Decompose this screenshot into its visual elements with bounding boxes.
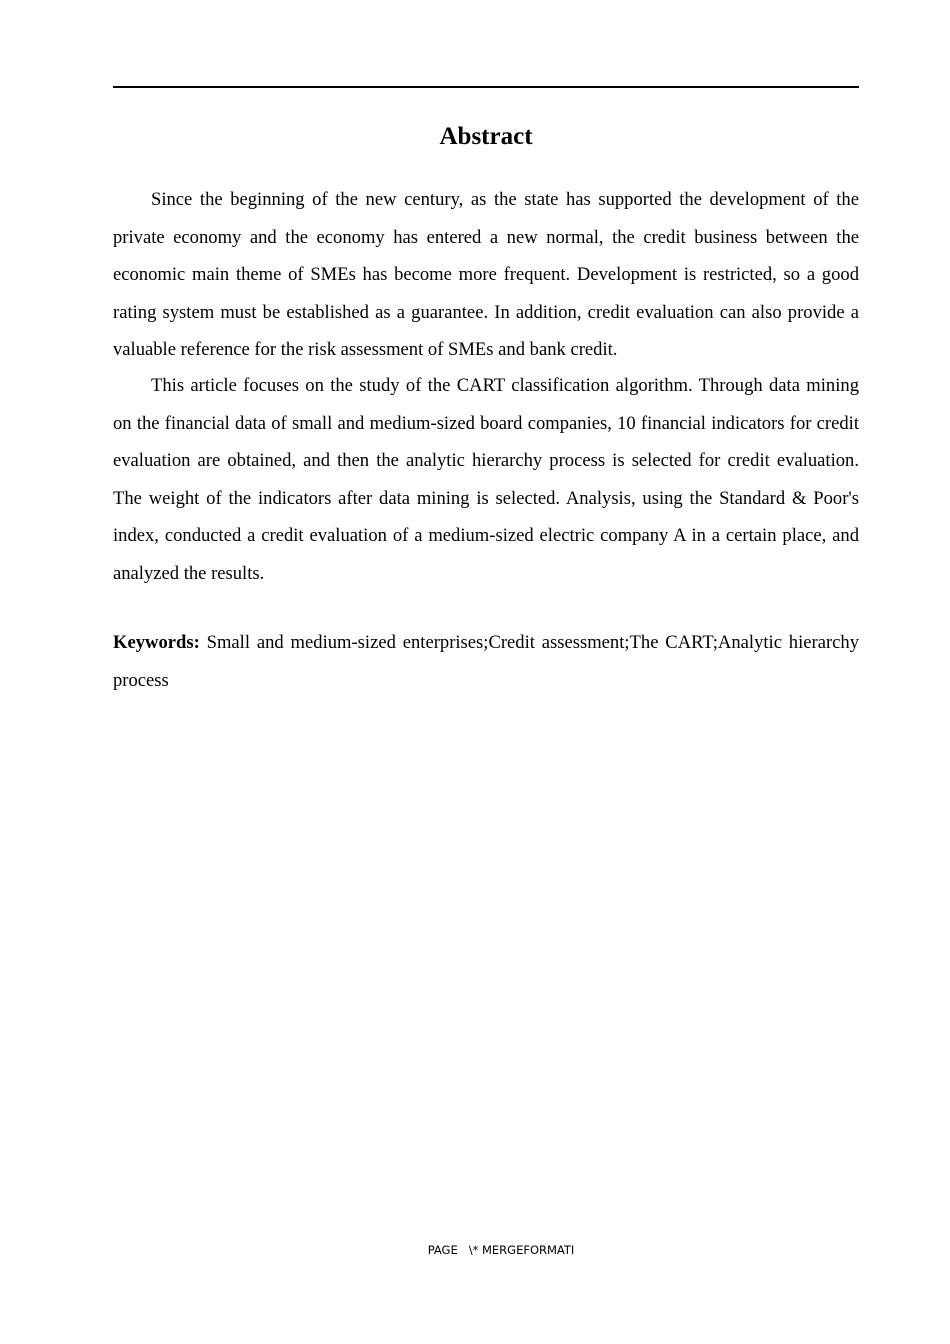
keywords-label: Keywords: [113,632,200,653]
keywords-text: Small and medium-sized enterprises;Credit assessment;The CART;Analytic hierarchy process [113,632,859,691]
page-number-field: PAGE \* MERGEFORMATI [427,1243,575,1257]
abstract-paragraph-2: This article focuses on the study of the CART classification algorithm. Through data mining on the financial data of small and medium-sized board companies, 10 financial indicators for credit evaluation are obtained, and then the analytic hierarchy process is selected for credit evaluation. The weight of the indicators after data mining is selected. Analysis, using the Standard & Poor's index, conducted a credit evaluation of a medium-sized electric company A in a certain place, and analyzed the results. [113,375,859,584]
header-rule [113,86,859,88]
keywords-line [113,624,859,699]
page-title: Abstract [439,123,533,150]
abstract-paragraph-1: Since the beginning of the new century, as the state has supported the development of the private economy and the economy has entered a new normal, the credit business between the economic main theme of SMEs has become more frequent. Development is restricted, so a good rating system must be established as a guarantee. In addition, credit evaluation can also provide a valuable reference for the risk assessment of SMEs and bank credit. [113,189,859,360]
abstract-body [113,181,859,592]
